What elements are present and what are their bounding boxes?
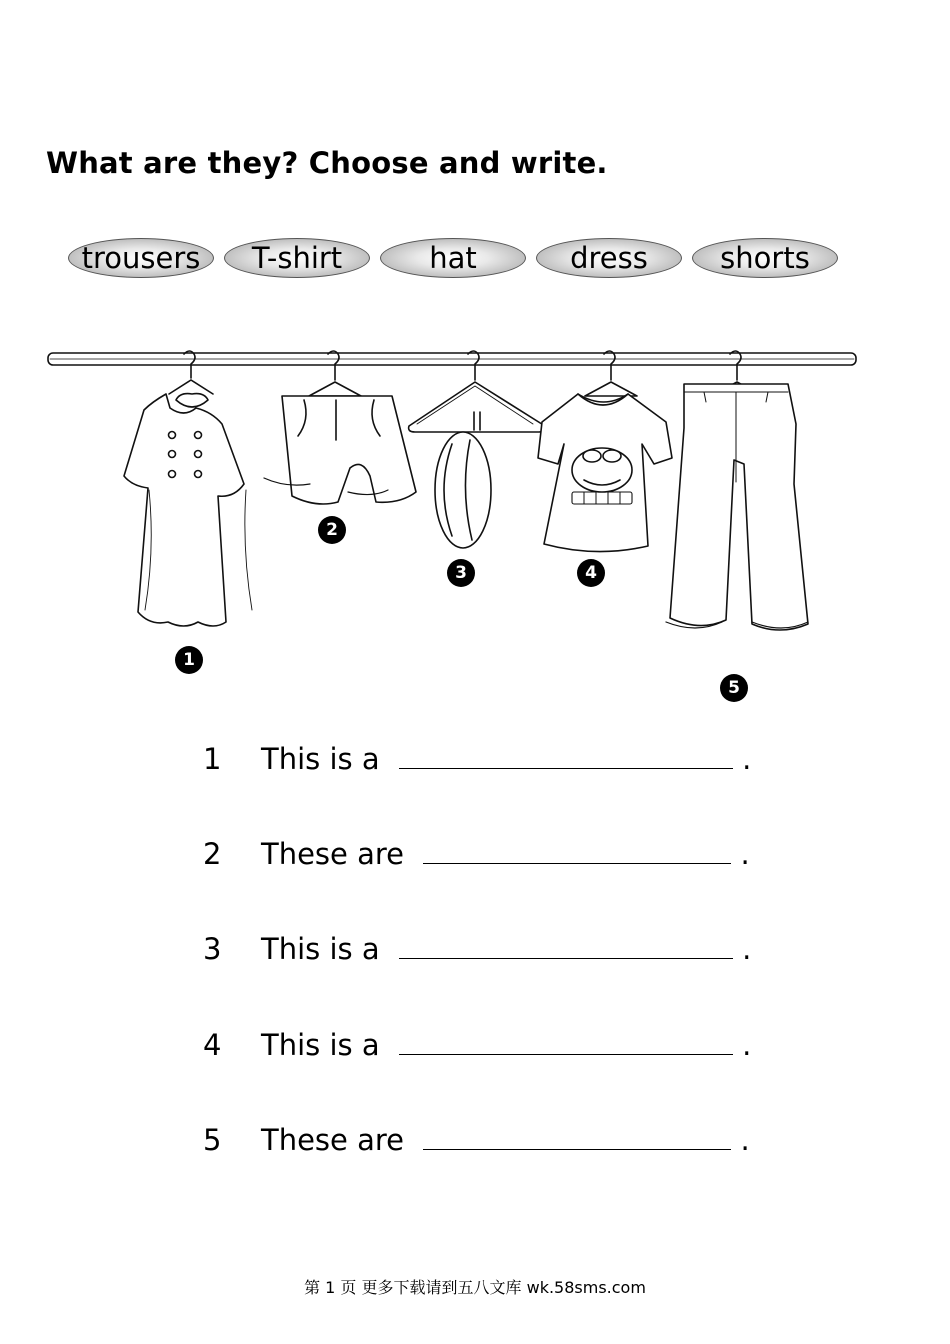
question-text: These are [261,837,405,871]
answer-blank[interactable] [399,1028,733,1055]
word-hat: hat [380,238,526,278]
item-number-badge: 4 [577,559,605,587]
answer-blank[interactable] [399,742,733,769]
word-trousers: trousers [68,238,214,278]
question-end: . [740,1123,750,1157]
question-number: 2 [203,837,222,871]
item-number-badge: 3 [447,559,475,587]
clothes-rack-illustration [44,340,860,660]
question-number: 5 [203,1123,222,1157]
question-text: These are [261,1123,405,1157]
item-number-badge: 1 [175,646,203,674]
question-end: . [742,932,752,966]
question-text: This is a [261,742,380,776]
question-number: 3 [203,932,222,966]
answer-blank[interactable] [423,837,731,864]
dress-drawing [124,351,252,626]
t-shirt-drawing [538,351,672,552]
word-t-shirt: T-shirt [224,238,370,278]
answer-blank[interactable] [423,1123,731,1150]
answer-blank[interactable] [399,932,733,959]
page-title: What are they? Choose and write. [46,146,608,180]
shorts-drawing [264,351,416,504]
question-end: . [740,837,750,871]
word-dress: dress [536,238,682,278]
item-number-badge: 2 [318,516,346,544]
trousers-drawing [666,351,808,630]
question-number: 4 [203,1028,222,1062]
page-footer: 第 1 页 更多下载请到五八文库 wk.58sms.com [304,1278,646,1297]
item-number-badge: 5 [720,674,748,702]
question-end: . [742,1028,752,1062]
word-shorts: shorts [692,238,838,278]
question-text: This is a [261,1028,380,1062]
question-end: . [742,742,752,776]
question-text: This is a [261,932,380,966]
question-number: 1 [203,742,222,776]
hat-drawing [409,351,546,548]
